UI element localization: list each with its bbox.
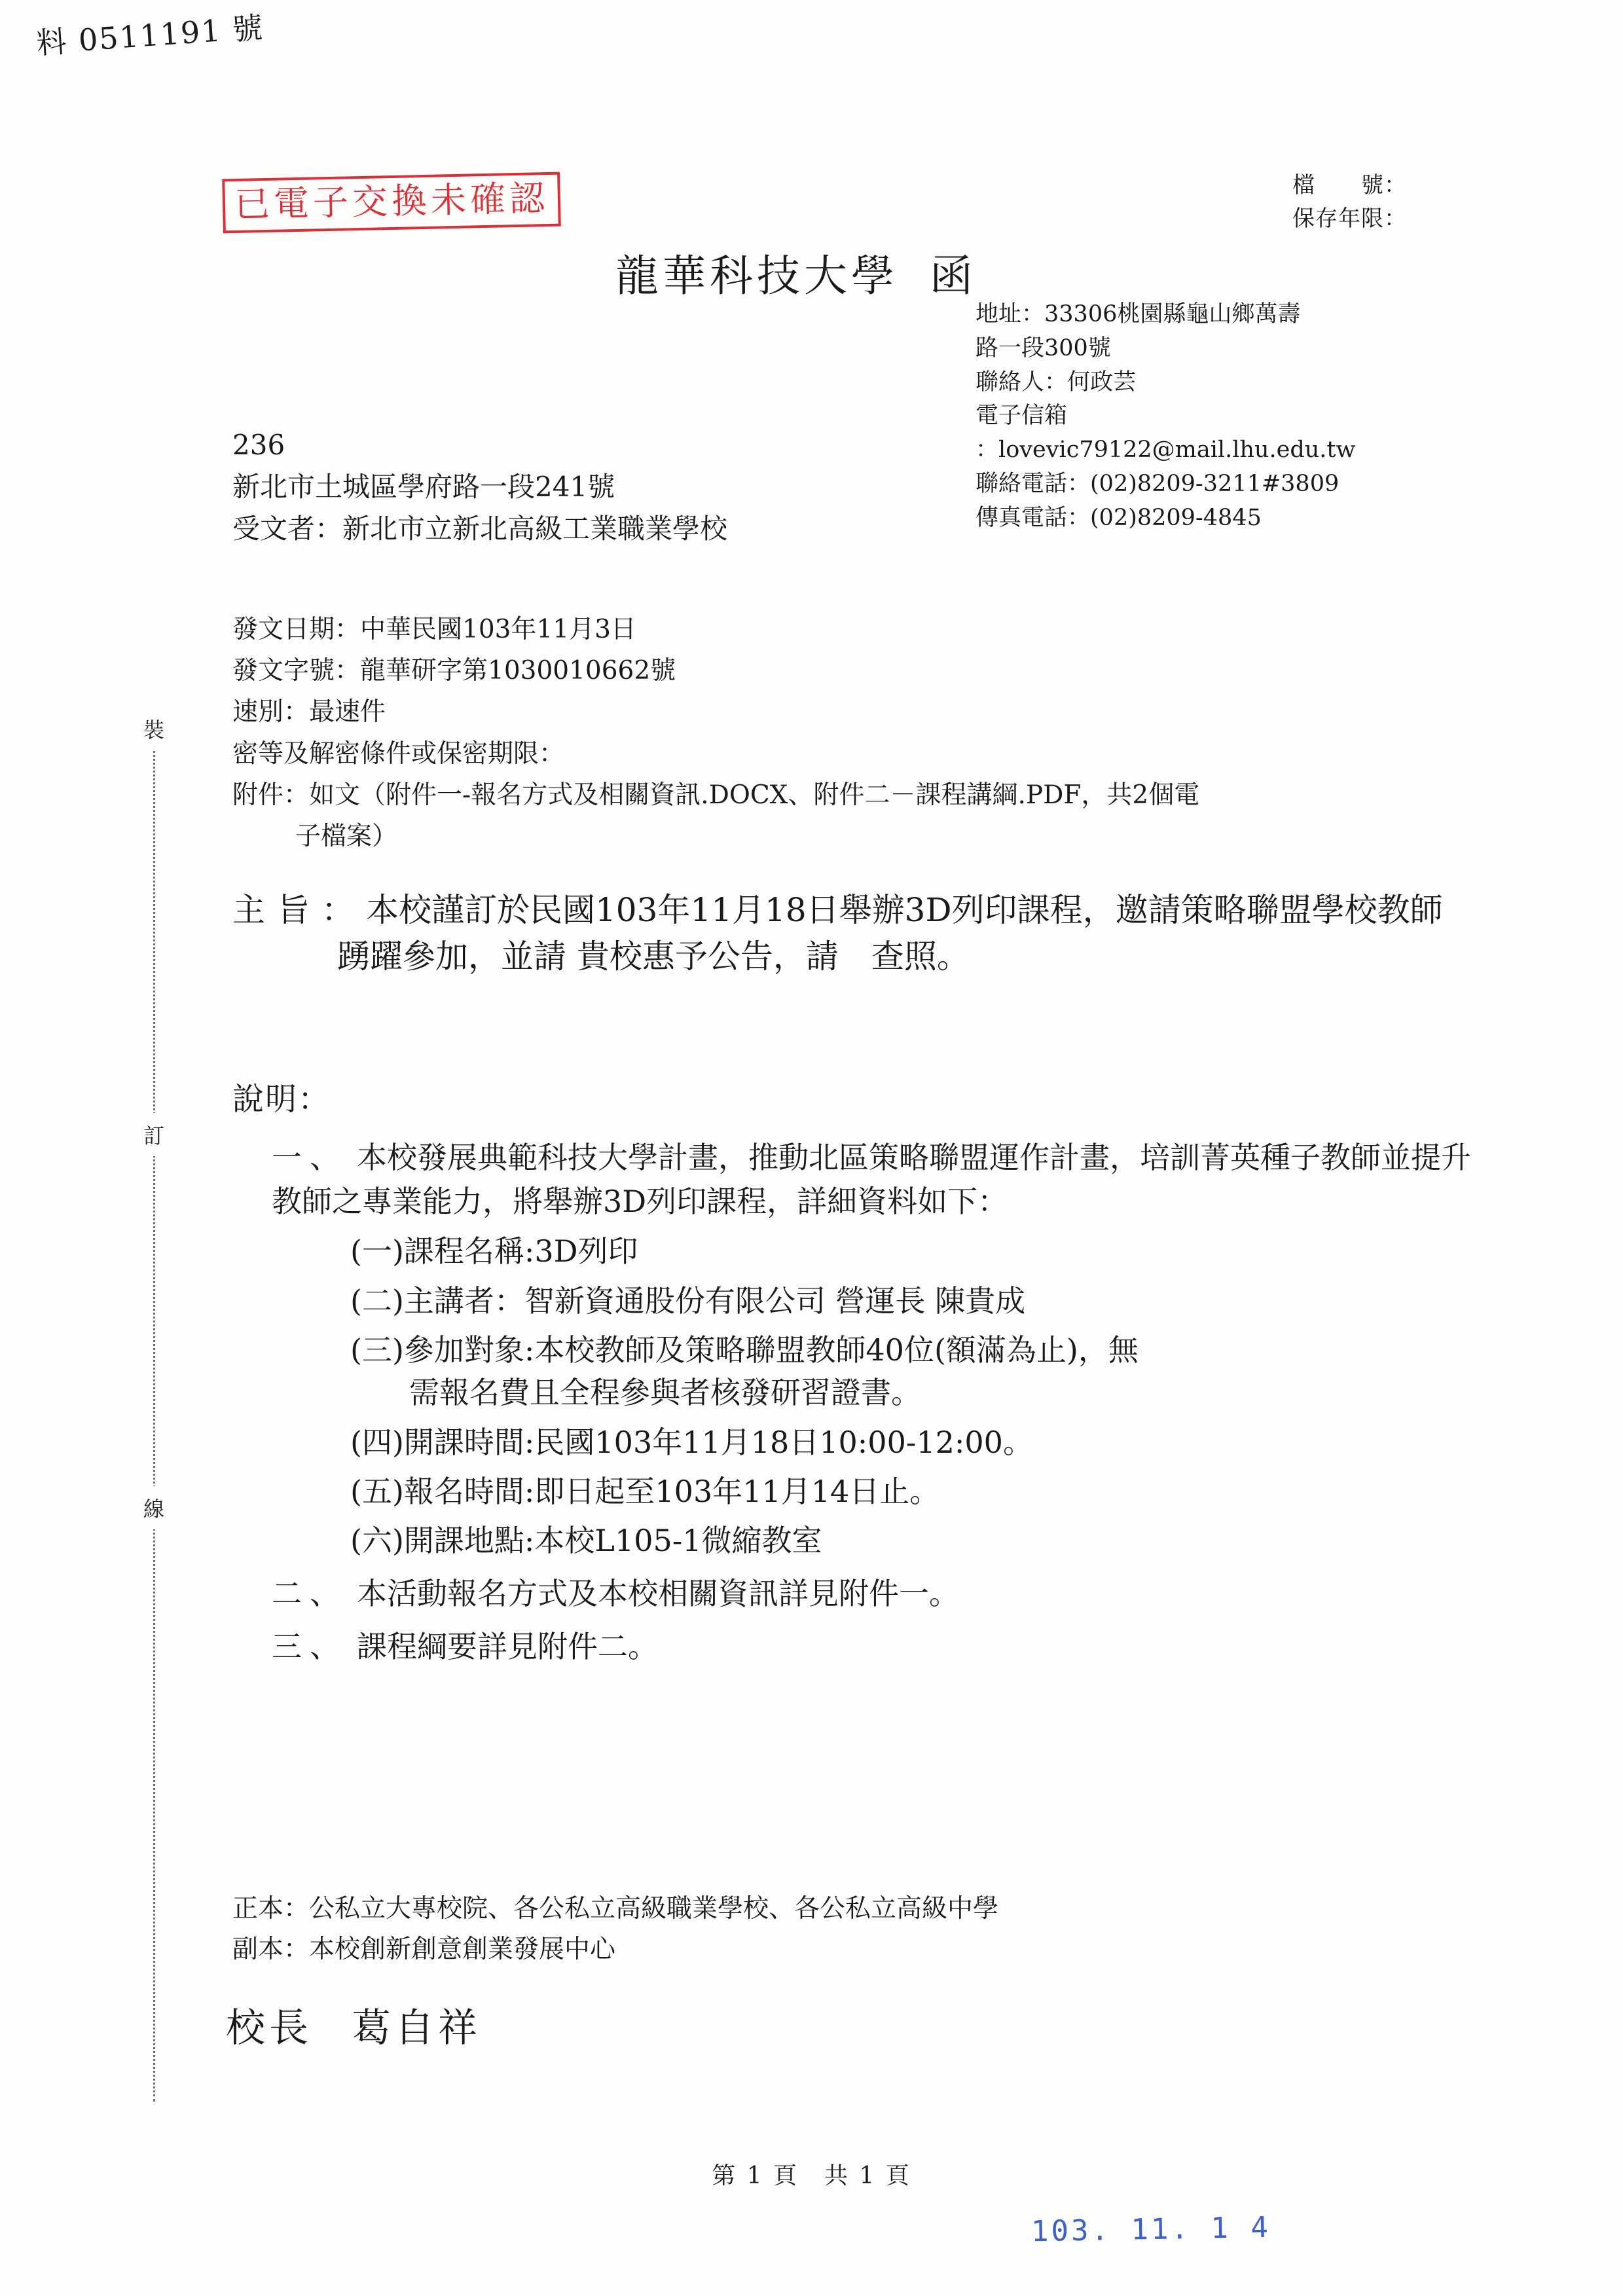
sub-item-4-number: (四) (350, 1424, 404, 1460)
handwritten-archive-number: 料 0511191 號 (35, 9, 265, 62)
sub-item-3 (350, 1329, 1476, 1415)
contact-label: 聯絡人： (976, 369, 1068, 395)
recipient-name: 新北市立新北高級工業職業學校 (342, 512, 728, 545)
retention-label: 保存年限： (1292, 206, 1407, 232)
recipient-label: 受文者： (232, 512, 343, 545)
explanation-item-2 (232, 1572, 1476, 1616)
received-date-stamp: 103. 11. 1 4 (1030, 2210, 1271, 2249)
fax-value: (02)8209-4845 (1090, 504, 1262, 531)
explanation-item-1-number: 一、 (272, 1140, 348, 1175)
distribution-list (232, 1889, 998, 1971)
subject-text: 本校謹訂於民國103年11月18日舉辦3D列印課程，邀請策略聯盟學校教師踴躍參加，並請 貴校惠予公告，請 查照。 (337, 891, 1443, 975)
explanation-item-3 (232, 1625, 1476, 1669)
sub-item-4-text: 開課時間:民國103年11月18日10:00-12:00。 (403, 1424, 1033, 1460)
speed-level: 速別：最速件 (232, 697, 386, 727)
sub-item-2 (350, 1280, 1476, 1322)
binding-mark-1: 裝 (141, 707, 167, 750)
explanation-item-2-number: 二、 (272, 1575, 348, 1611)
address-label: 地址： (976, 301, 1045, 327)
explanation-item-2-text: 本活動報名方式及本校相關資訊詳見附件一。 (357, 1575, 959, 1611)
page-title (615, 241, 973, 303)
sub-item-6 (350, 1520, 1476, 1562)
issue-date: 發文日期：中華民國103年11月3日 (232, 615, 636, 644)
recipient-address: 新北市土城區學府路一段241號 (232, 470, 615, 503)
signature-block (226, 1997, 481, 2053)
explanation-item-3-number: 三、 (272, 1628, 348, 1664)
sender-info (976, 298, 1447, 536)
sub-item-2-text: 主講者：智新資通股份有限公司 營運長 陳貴成 (403, 1283, 1026, 1319)
sub-item-6-text: 開課地點:本校L105-1微縮教室 (403, 1523, 822, 1559)
phone-value: (02)8209-3211#3809 (1090, 470, 1340, 497)
sub-item-5 (350, 1470, 1476, 1513)
sub-item-3-number: (三) (350, 1332, 404, 1368)
binding-mark-3: 線 (141, 1486, 167, 1529)
attachment-line-1: 如文（附件一-報名方式及相關資訊.DOCX、附件二－課程講綱.PDF，共2個電 (309, 780, 1200, 810)
status-stamp: 已電子交換未確認 (222, 172, 561, 233)
contact-name: 何政芸 (1067, 369, 1137, 395)
binding-mark-2: 訂 (141, 1113, 167, 1156)
recipient-info (232, 424, 727, 549)
sub-item-1 (350, 1230, 1476, 1273)
sub-item-5-text: 報名時間:即日起至103年11月14日止。 (403, 1473, 940, 1509)
document-type: 函 (930, 251, 973, 301)
sub-item-6-number: (六) (350, 1523, 404, 1559)
email-label: 電子信箱 (976, 403, 1068, 429)
explanation-item-1-text: 本校發展典範科技大學計畫，推動北區策略聯盟運作計畫，培訓菁英種子教師並提升教師之專業能力，將舉辦3D列印課程，詳細資料如下： (272, 1140, 1471, 1220)
recipient-postal-code: 236 (232, 429, 285, 461)
signature-name: 葛自祥 (352, 2005, 481, 2051)
file-header-block (1292, 169, 1407, 236)
document-number: 發文字號：龍華研字第1030010662號 (232, 656, 676, 686)
sub-item-3-continuation: 需報名費且全程參與者核發研習證書。 (409, 1375, 921, 1411)
file-number-label: 檔 號： (1292, 172, 1407, 198)
sub-item-5-number: (五) (350, 1473, 404, 1509)
phone-label: 聯絡電話： (976, 470, 1091, 497)
attachment-label: 附件： (232, 780, 310, 810)
address-line-2: 路一段300號 (976, 335, 1111, 361)
explanation-sublist (272, 1230, 1476, 1562)
sub-item-1-number: (一) (350, 1233, 404, 1269)
sub-item-2-number: (二) (350, 1283, 404, 1319)
explanation-list (232, 1136, 1476, 1669)
organization-name: 龍華科技大學 (615, 251, 898, 301)
explanation-item-3-text: 課程綱要詳見附件二。 (357, 1628, 658, 1664)
binding-marks (141, 707, 167, 2102)
sub-item-3-text: 參加對象:本校教師及策略聯盟教師40位(額滿為止)，無 (403, 1332, 1139, 1368)
email-value: ：lovevic79122@mail.lhu.edu.tw (976, 437, 1356, 464)
secrecy-level: 密等及解密條件或保密期限： (232, 738, 565, 769)
subject-section (232, 887, 1463, 980)
document-meta (232, 609, 1463, 857)
page-footer: 第 1 頁 共 1 頁 (712, 2162, 911, 2189)
explanation-label: 說明： (232, 1081, 331, 1118)
explanation-item-1 (232, 1136, 1476, 1563)
address-line-1: 33306桃園縣龜山鄉萬壽 (1044, 301, 1301, 327)
attachment-line-2: 子檔案） (295, 821, 398, 851)
fax-label: 傳真電話： (976, 504, 1091, 531)
sub-item-1-text: 課程名稱:3D列印 (403, 1233, 638, 1269)
binding-dotted-line (153, 707, 155, 2102)
original-recipients: 正本：公私立大專校院、各公私立高級職業學校、各公私立高級中學 (232, 1894, 999, 1923)
subject-label: 主旨： (232, 891, 366, 929)
duplicate-recipients: 副本：本校創新創意創業發展中心 (232, 1935, 616, 1965)
signature-title: 校長 (226, 2005, 312, 2051)
attachment-row (232, 774, 1463, 857)
sub-item-4 (350, 1421, 1476, 1464)
